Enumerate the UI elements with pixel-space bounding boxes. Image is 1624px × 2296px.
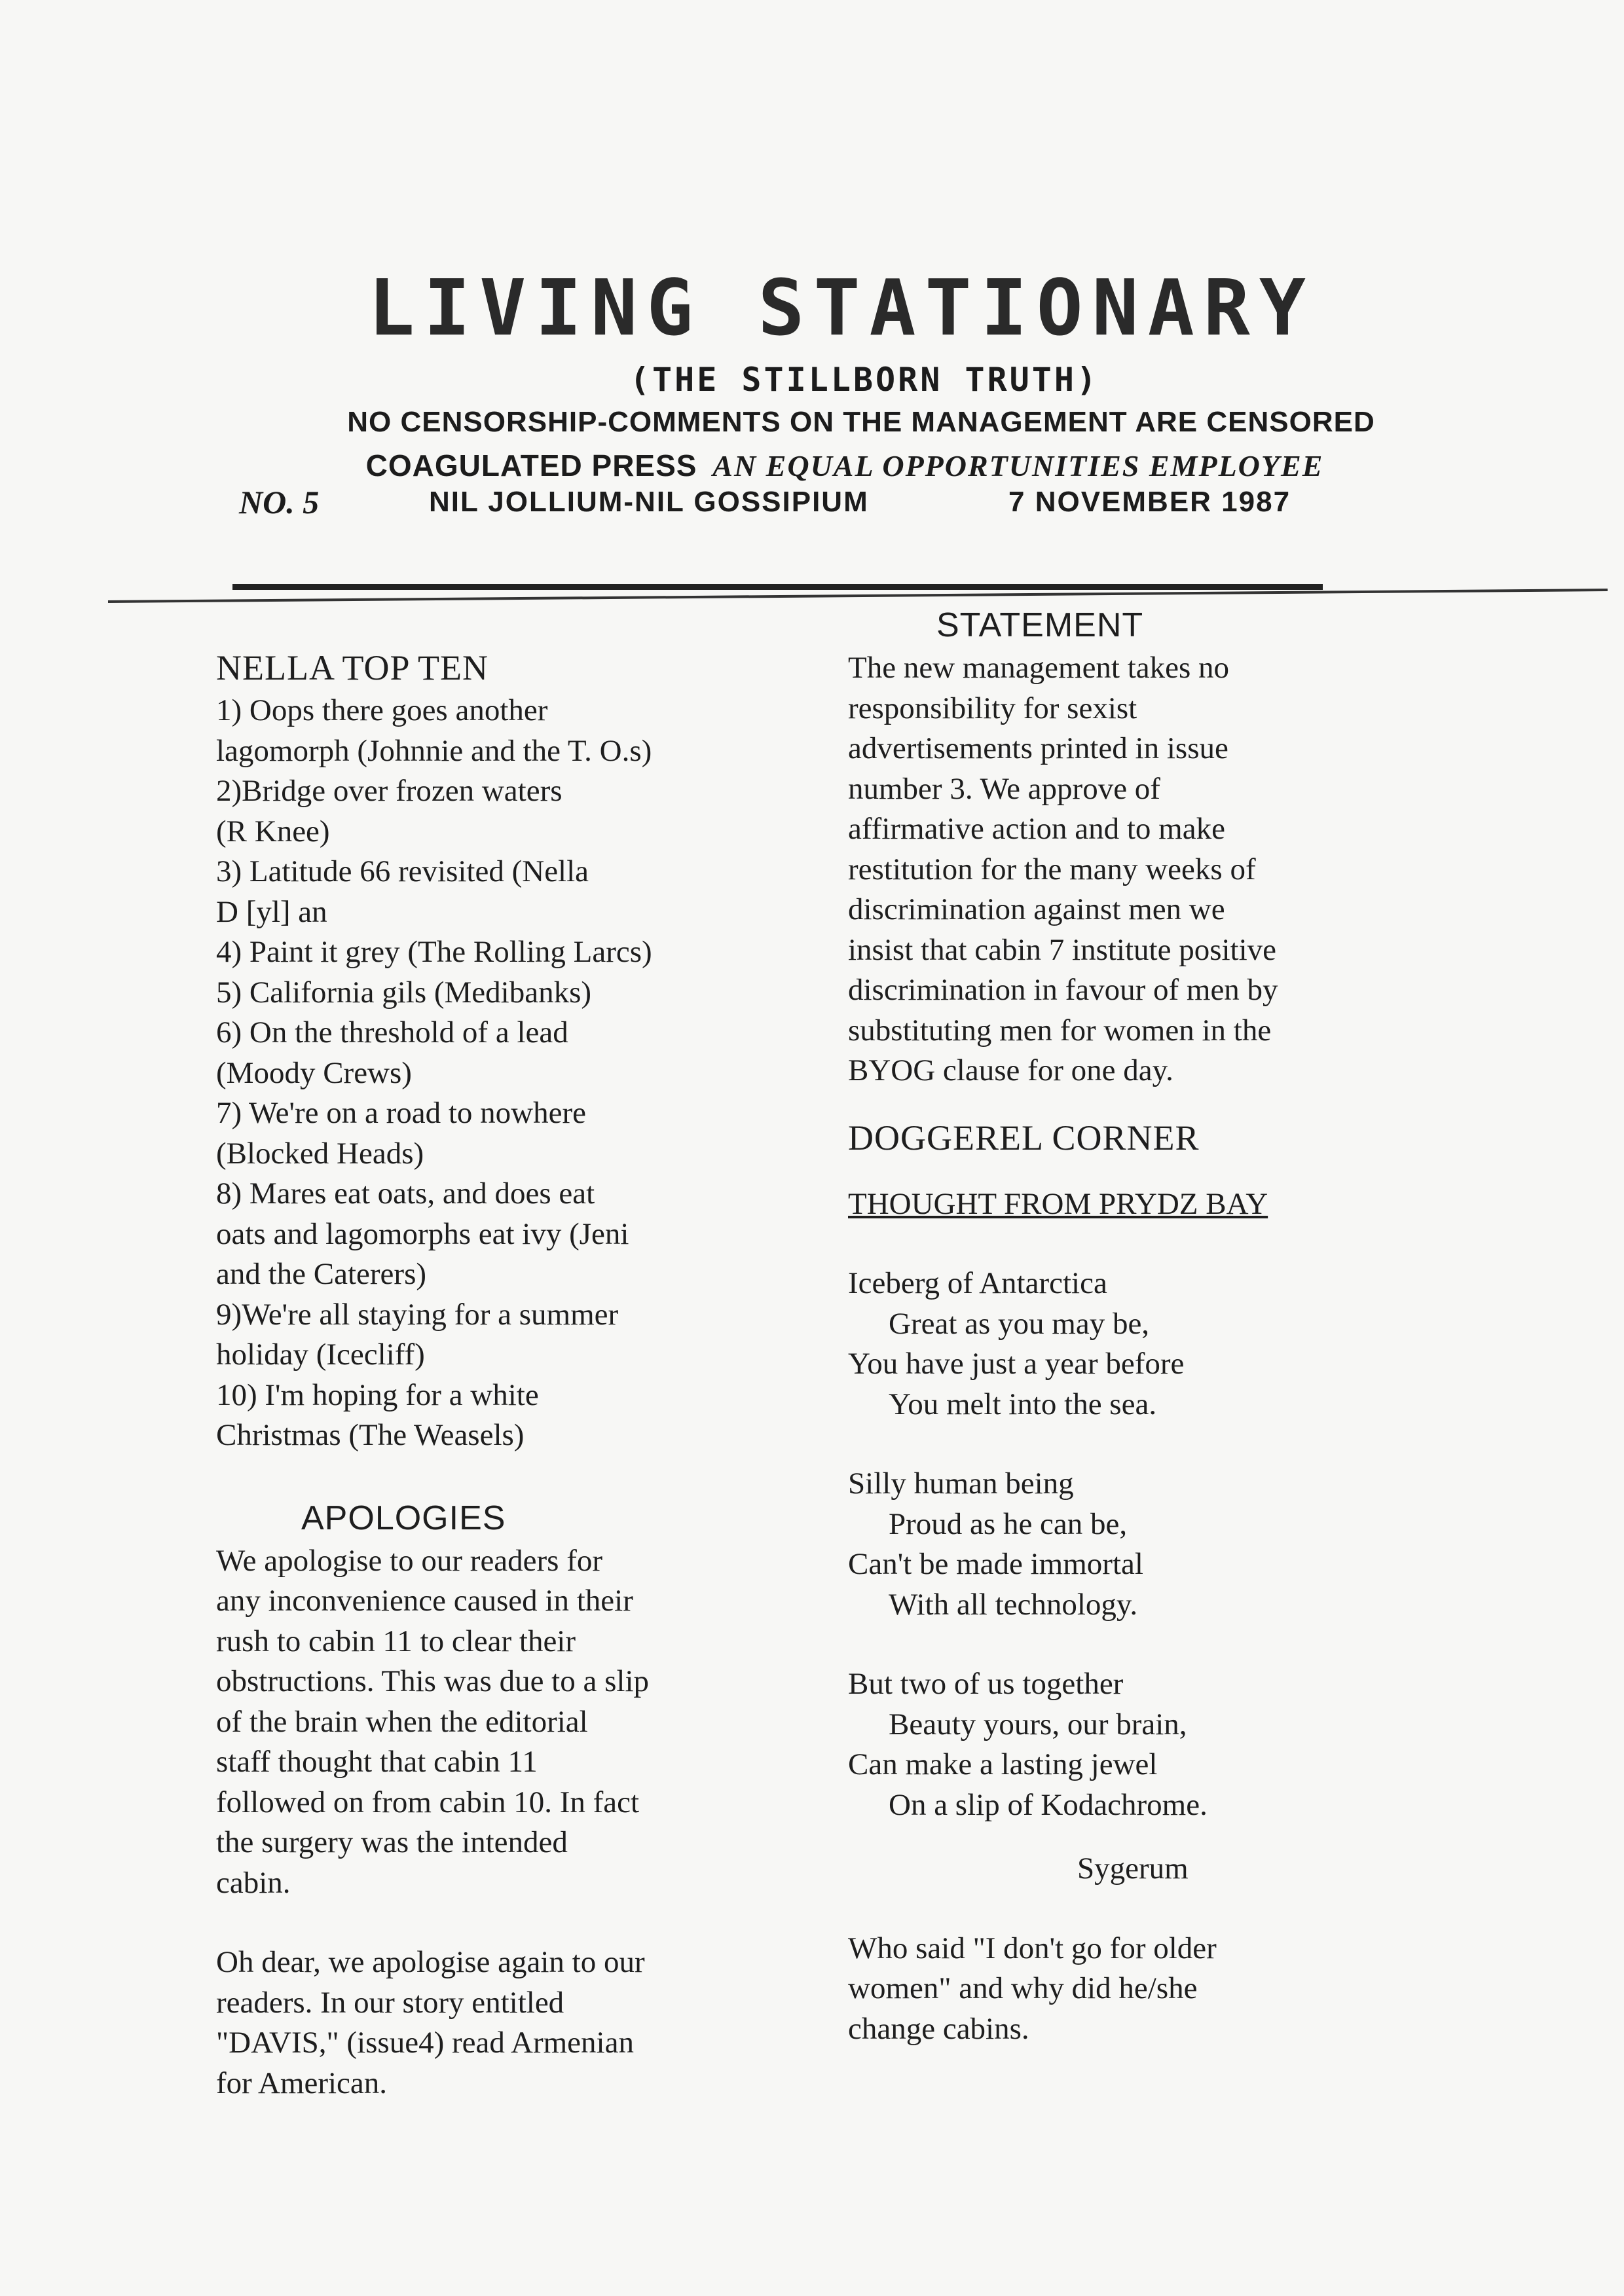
statement-line: discrimination in favour of men by xyxy=(848,973,1278,1007)
gossip-line: Who said "I don't go for older xyxy=(848,1931,1217,1965)
poem-line: Beauty yours, our brain, xyxy=(889,1707,1187,1741)
apologies-line: followed on from cabin 10. In fact xyxy=(216,1785,640,1819)
apologies-line: any inconvenience caused in their xyxy=(216,1584,633,1618)
apologies-paragraph-2 xyxy=(216,1942,805,2104)
apologies-line: Oh dear, we apologise again to our xyxy=(216,1945,645,1979)
poem-line: On a slip of Kodachrome. xyxy=(889,1787,1208,1822)
top-ten-line: 1) Oops there goes another xyxy=(216,693,548,727)
poem-line: You have just a year before xyxy=(848,1347,1185,1381)
top-ten-heading: NELLA TOP TEN xyxy=(216,648,489,687)
top-ten-line: 7) We're on a road to nowhere xyxy=(216,1096,586,1130)
statement-line: discrimination against men we xyxy=(848,892,1225,926)
top-ten-line: 9)We're all staying for a summer xyxy=(216,1297,619,1332)
right-column xyxy=(848,602,1437,2049)
poem-line: With all technology. xyxy=(889,1587,1138,1622)
poem-line: Proud as he can be, xyxy=(889,1506,1128,1541)
masthead-motto: NIL JOLLIUM-NIL GOSSIPIUM xyxy=(429,486,869,518)
statement-line: insist that cabin 7 institute positive xyxy=(848,932,1277,967)
press-tagline: AN EQUAL OPPORTUNITIES EMPLOYEE xyxy=(712,449,1324,483)
censorship-line: NO CENSORSHIP-COMMENTS ON THE MANAGEMENT ARE CENSORED xyxy=(347,406,1375,438)
top-ten-line: oats and lagomorphs eat ivy (Jeni xyxy=(216,1216,629,1251)
poem-line: Iceberg of Antarctica xyxy=(848,1266,1107,1300)
poem-line: You melt into the sea. xyxy=(889,1387,1157,1421)
top-ten-line: 2)Bridge over frozen waters xyxy=(216,774,563,808)
top-ten-line: Christmas (The Weasels) xyxy=(216,1418,525,1452)
issue-date: 7 NOVEMBER 1987 xyxy=(1008,486,1291,518)
statement-line: responsibility for sexist xyxy=(848,691,1137,725)
top-ten-line: 5) California gils (Medibanks) xyxy=(216,975,592,1010)
doggerel-heading: DOGGEREL CORNER xyxy=(848,1118,1200,1157)
top-ten-line: (R Knee) xyxy=(216,814,330,848)
top-ten-line: 10) I'm hoping for a white xyxy=(216,1377,539,1412)
statement-line: restitution for the many weeks of xyxy=(848,852,1256,886)
top-ten-line: 4) Paint it grey (The Rolling Larcs) xyxy=(216,935,652,969)
poem-line: Silly human being xyxy=(848,1467,1074,1501)
apologies-line: cabin. xyxy=(216,1865,291,1900)
apologies-line: for American. xyxy=(216,2066,388,2100)
press-label: COAGULATED PRESS xyxy=(365,448,697,483)
apologies-line: obstructions. This was due to a slip xyxy=(216,1664,650,1698)
apologies-line: "DAVIS," (issue4) read Armenian xyxy=(216,2026,634,2060)
poem-author: Sygerum xyxy=(1077,1851,1189,1886)
poem-stanza xyxy=(848,1664,1437,1825)
poem-line: Great as you may be, xyxy=(889,1306,1150,1341)
top-ten-line: 3) Latitude 66 revisited (Nella xyxy=(216,854,589,888)
gossip-line: change cabins. xyxy=(848,2011,1029,2046)
statement-body xyxy=(848,648,1437,1091)
gossip-line: women" and why did he/she xyxy=(848,1971,1198,2005)
statement-line: advertisements printed in issue xyxy=(848,731,1228,765)
apologies-heading: APOLOGIES xyxy=(301,1499,506,1537)
apologies-line: readers. In our story entitled xyxy=(216,1985,564,2020)
poem-stanza xyxy=(848,1464,1437,1625)
top-ten-line: D [yl] an xyxy=(216,894,327,929)
press-line xyxy=(65,444,1624,488)
issue-number: NO. 5 xyxy=(239,484,320,520)
statement-line: substituting men for women in the xyxy=(848,1013,1272,1048)
statement-line: BYOG clause for one day. xyxy=(848,1053,1173,1087)
poem-line: But two of us together xyxy=(848,1667,1124,1701)
top-ten-line: 8) Mares eat oats, and does eat xyxy=(216,1176,595,1211)
top-ten-line: 6) On the threshold of a lead xyxy=(216,1015,568,1049)
top-ten-line: holiday (Icecliff) xyxy=(216,1338,425,1372)
apologies-line: the surgery was the intended xyxy=(216,1825,568,1859)
statement-line: number 3. We approve of xyxy=(848,771,1160,806)
gossip-item xyxy=(848,1929,1437,2050)
statement-line: The new management takes no xyxy=(848,651,1230,685)
newsletter-title: LIVING STATIONARY xyxy=(368,263,1315,353)
poem-title: THOUGHT FROM PRYDZ BAY xyxy=(848,1186,1268,1221)
apologies-line: We apologise to our readers for xyxy=(216,1543,603,1578)
top-ten-list xyxy=(216,691,805,1456)
apologies-line: of the brain when the editorial xyxy=(216,1704,588,1739)
statement-line: affirmative action and to make xyxy=(848,812,1225,846)
top-ten-line: (Moody Crews) xyxy=(216,1055,412,1090)
top-ten-line: and the Caterers) xyxy=(216,1257,427,1291)
poem-line: Can't be made immortal xyxy=(848,1547,1143,1581)
left-column xyxy=(216,645,805,2104)
masthead-rule-thin xyxy=(108,589,1608,603)
newsletter-subtitle: (THE STILLBORN TRUTH) xyxy=(629,361,1099,399)
masthead-rule-thick xyxy=(232,584,1323,590)
apologies-paragraph-1 xyxy=(216,1541,805,1904)
top-ten-line: (Blocked Heads) xyxy=(216,1136,424,1171)
statement-heading: STATEMENT xyxy=(936,606,1144,644)
top-ten-line: lagomorph (Johnnie and the T. O.s) xyxy=(216,733,652,768)
poem-line: Can make a lasting jewel xyxy=(848,1747,1158,1781)
issue-info-row xyxy=(239,483,1326,529)
apologies-line: rush to cabin 11 to clear their xyxy=(216,1624,576,1658)
masthead xyxy=(0,262,1624,488)
poem-stanza xyxy=(848,1264,1437,1425)
apologies-line: staff thought that cabin 11 xyxy=(216,1745,538,1779)
